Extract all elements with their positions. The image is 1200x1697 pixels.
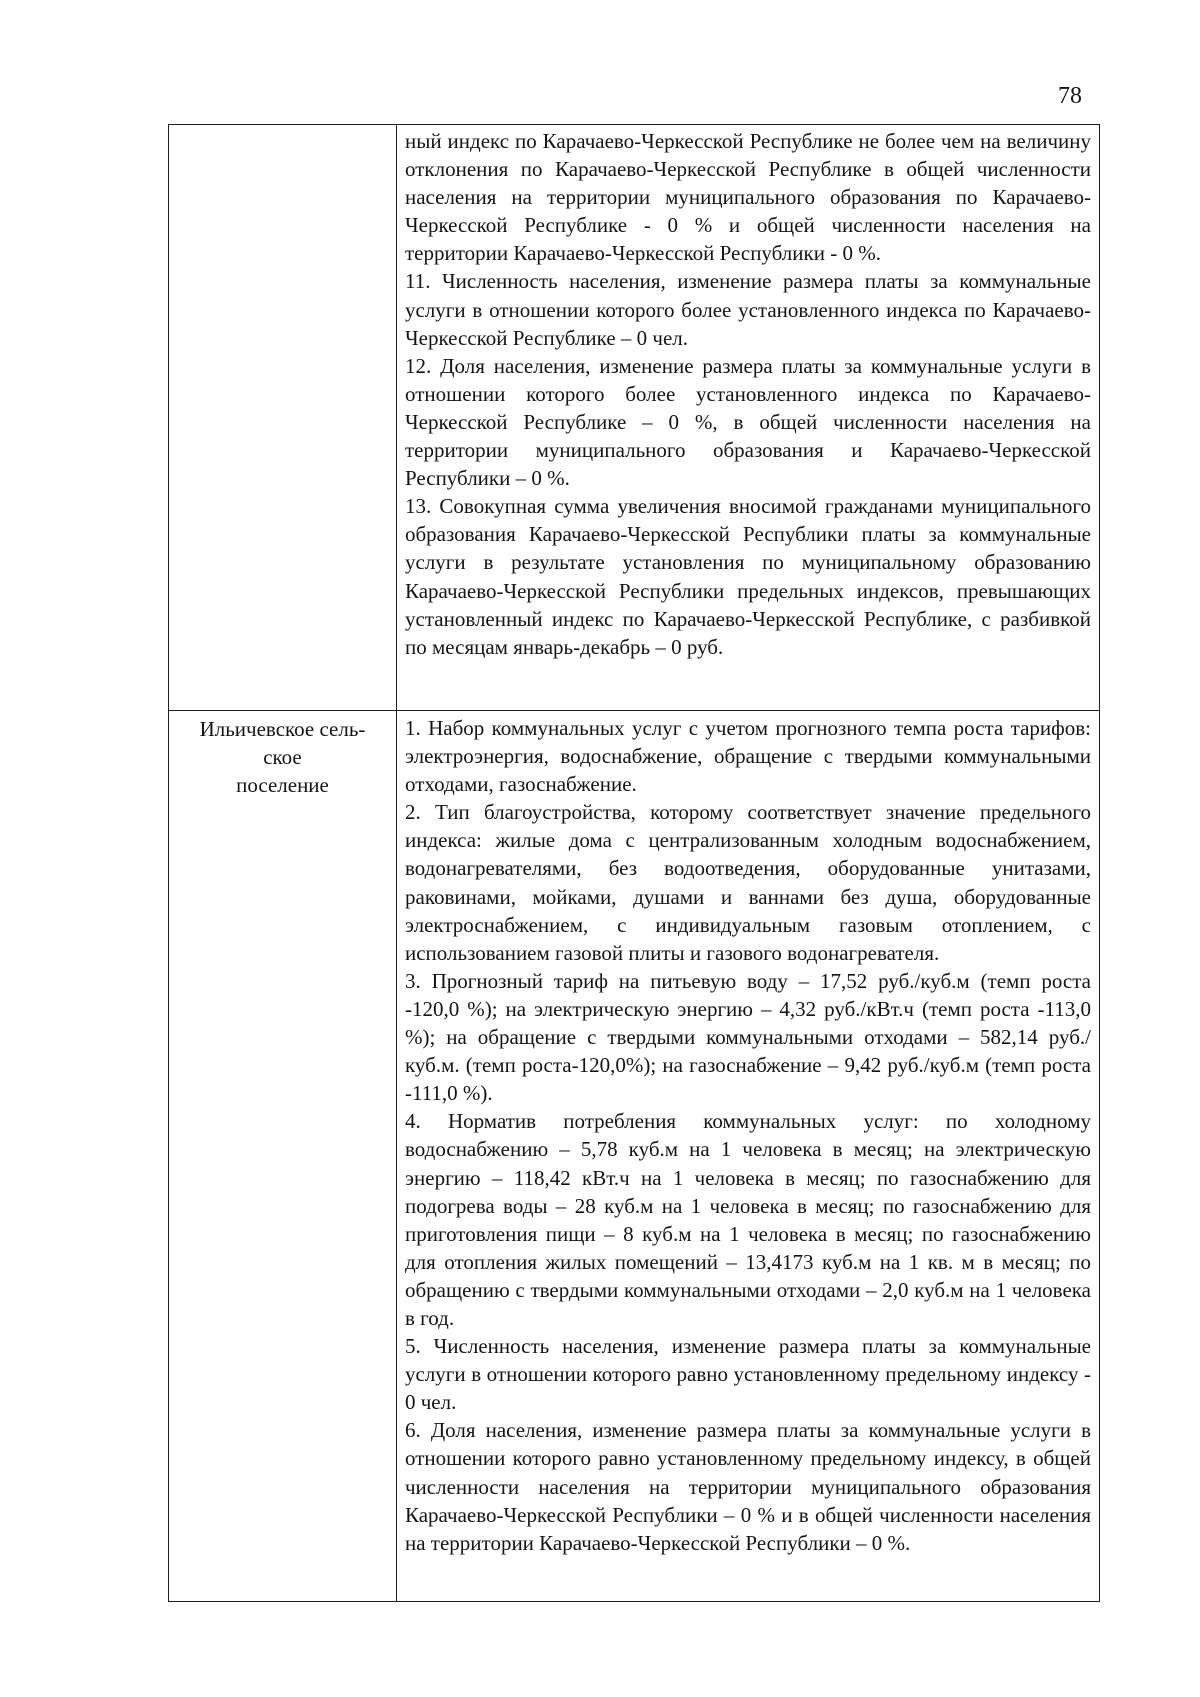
table-row — [169, 711, 1099, 1601]
municipality-name-line: ское — [263, 745, 302, 769]
paragraph: 5. Численность населения, изменение размера платы за коммунальные услуги в отношении которого равно установленному предельному индексу - 0 чел. — [405, 1334, 1091, 1415]
paragraph: 6. Доля населения, изменение размера платы за коммунальные услуги в отношении которого равно установленному предельному индексу, в общей численности населения на территории муниципального образования Карачаево-Черкесской Республики – 0 % и в общей численности населения на территории Карачаево-Черкесской Республики – 0 %. — [405, 1418, 1091, 1555]
table-row — [169, 125, 1099, 711]
paragraph: 13. Совокупная сумма увеличения вносимой гражданами муниципального образования Карачаево-Черкесской Республики платы за коммунальные услуги в результате установления по муниципальному образованию Карачаево-Черкесской Республики предельных индексов, превышающих установленный индекс по Карачаево-Черкесской Республике, с разбивкой по месяцам январь-декабрь – 0 руб. — [405, 494, 1091, 659]
paragraph: 4. Норматив потребления коммунальных услуг: по холодному водоснабжению – 5,78 куб.м на 1 человека в месяц; на электрическую энергию – 118,42 кВт.ч на 1 человека в месяц; по газоснабжению для подогрева воды – 28 куб.м на 1 человека в месяц; по газоснабжению для приготовления пищи – 8 куб.м на 1 человека в месяц; по газоснабжению для отопления жилых помещений – 13,4173 куб.м на 1 кв. м в месяц; по обращению с твердыми коммунальными отходами – 2,0 куб.м на 1 человека в год. — [405, 1109, 1091, 1330]
page-number: 78 — [1058, 83, 1082, 109]
description-cell — [397, 711, 1099, 1601]
paragraph: ный индекс по Карачаево-Черкесской Республике не более чем на величину отклонения по Карачаево-Черкесской Республике в общей численности населения на территории муниципального образования по Карачаево-Черкесской Республике - 0 % и общей численности населения на территории Карачаево-Черкесской Республики - 0 %. — [405, 129, 1091, 266]
paragraph: 12. Доля населения, изменение размера платы за коммунальные услуги в отношении которого более установленного индекса по Карачаево-Черкесской Республике – 0 %, в общей численности населения на территории муниципального образования и Карачаево-Черкесской Республики – 0 %. — [405, 353, 1091, 491]
municipality-cell — [169, 125, 397, 710]
municipality-cell — [169, 711, 397, 1601]
paragraph: 11. Численность населения, изменение размера платы за коммунальные услуги в отношении которого более установленного индекса по Карачаево-Черкесской Республике – 0 чел. — [405, 269, 1091, 350]
indices-table — [168, 124, 1100, 1602]
municipality-name-line: поселение — [236, 773, 329, 797]
description-cell — [397, 125, 1099, 710]
municipality-name-line: Ильичевское сель- — [199, 717, 366, 741]
paragraph: 1. Набор коммунальных услуг с учетом прогнозного темпа роста тарифов: электроэнергия, водоснабжение, обращение с твердыми коммунальными отходами, газоснабжение. — [405, 716, 1091, 797]
paragraph: 2. Тип благоустройства, которому соответствует значение предельного индекса: жилые дома с централизованным холодным водоснабжением, водонагревателями, без водоотведения, оборудованные унитазами, раковинами, мойками, душами и ваннами без душа, оборудованные электроснабжением, с индивидуальным газовым отоплением, с использованием газовой плиты и газового водонагревателя. — [405, 800, 1091, 965]
paragraph: 3. Прогнозный тариф на питьевую воду – 17,52 руб./куб.м (темп роста -120,0 %); на электрическую энергию – 4,32 руб./кВт.ч (темп роста -113,0 %); на обращение с твердыми коммунальными отходами – 582,14 руб./куб.м. (темп роста-120,0%); на газоснабжение – 9,42 руб./куб.м (темп роста -111,0 %). — [405, 968, 1091, 1106]
